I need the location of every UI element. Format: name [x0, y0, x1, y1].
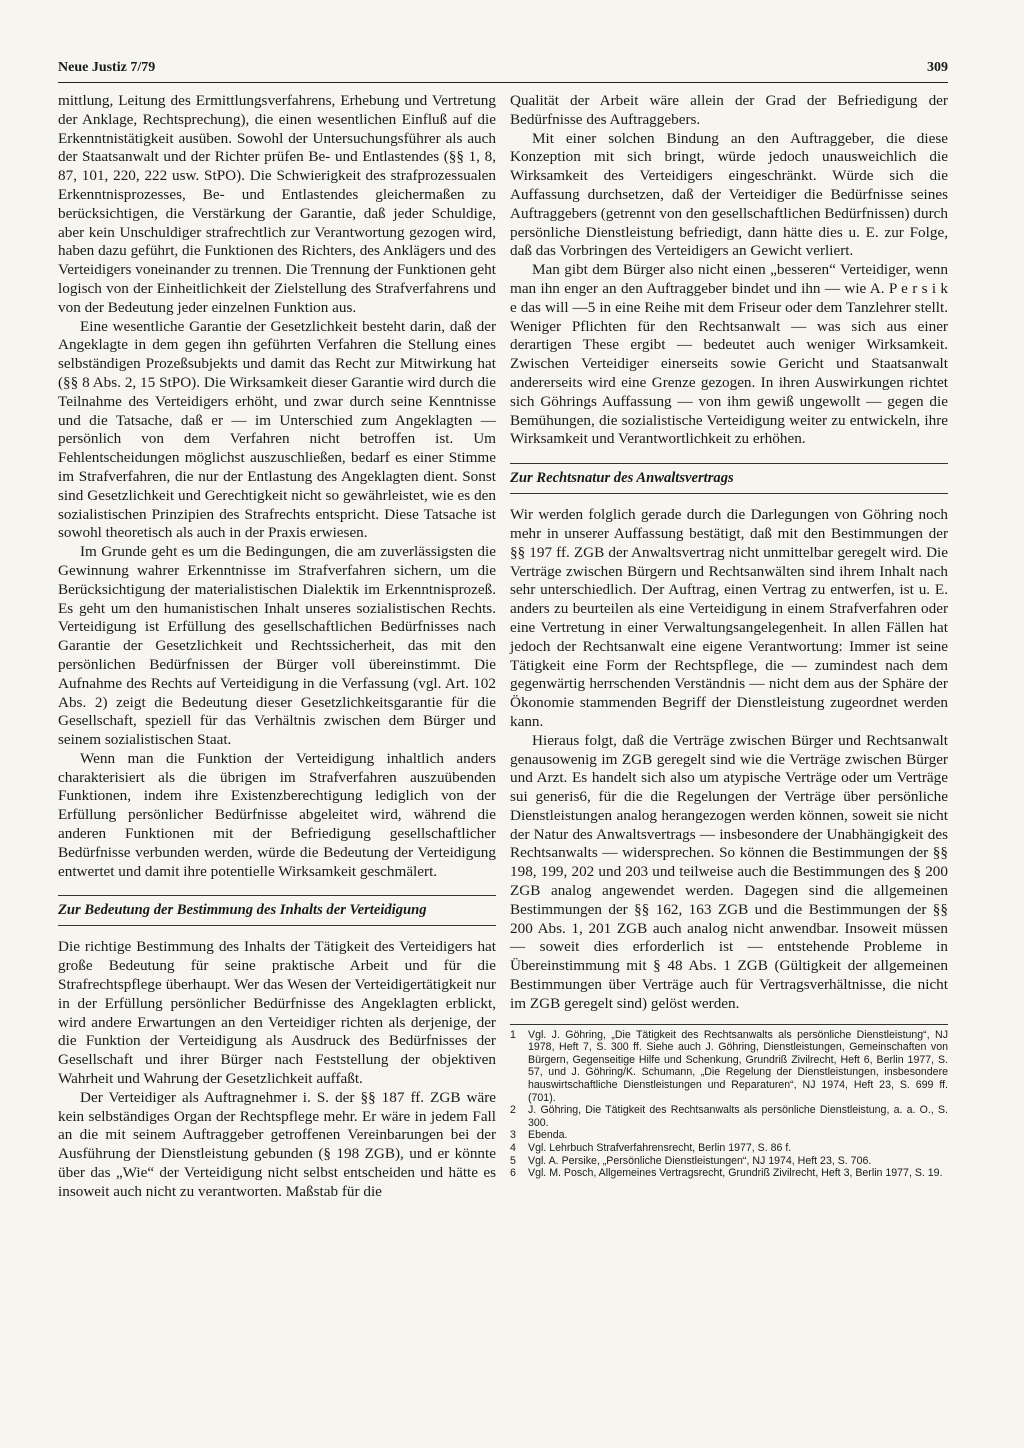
footnote-number: 5	[510, 1154, 516, 1167]
paragraph: Man gibt dem Bürger also nicht einen „besseren“ Verteidiger, wenn man ihn enger an den Auftraggeber bindet und ihn — wie A. P e r s i k e das will —5 in eine Reihe mit dem Friseur oder dem Tanzlehrer stellt. Weniger Pflichten für den Rechtsanwalt — was sich aus einer derartigen These ergibt — bedeutet auch weniger Wirksamkeit. Zwischen Verteidiger einerseits sowie Gericht und Staatsanwalt andererseits wird eine Grenze gezogen. In ihren Auswirkungen richtet sich Göhrings Auffassung — von ihm gewiß ungewollt — gegen die Bemühungen, die sozialistische Verteidigung weiter zu entwickeln, ihre Wirksamkeit und Verantwortlichkeit zu erhöhen.	[510, 261, 948, 448]
paragraph: Qualität der Arbeit wäre allein der Grad der Befriedigung der Bedürfnisse des Auftraggebers.	[510, 92, 948, 128]
section-heading: Zur Rechtsnatur des Anwaltsvertrags	[510, 463, 948, 494]
paragraph: Eine wesentliche Garantie der Gesetzlichkeit besteht darin, daß der Angeklagte in dem gegen ihn geführten Verfahren die Stellung eines selbständigen Prozeßsubjekts und damit das Recht zur Mitwirkung hat (§§ 8 Abs. 2, 15 StPO). Die Wirksamkeit dieser Garantie wird durch die Teilnahme des Verteidigers erhöht, und zwar durch seine Kenntnisse und die Tatsache, daß er — im Unterschied zum Angeklagten — persönlich von dem Verfahren nicht betroffen ist. Um Fehlentscheidungen möglichst auszuschließen, bedarf es einer Stimme im Strafverfahren, die nur der Entlastung des Angeklagten dient. Sonst sind Gesetzlichkeit und Gerechtigkeit nicht so gewährleistet, wie es den sozialistischen Prinzipien des Strafrechts entspricht. Diese Tatsache ist sowohl theoretisch als auch in der Praxis erwiesen.	[58, 317, 496, 542]
right-column	[510, 92, 948, 1180]
paragraph: Wenn man die Funktion der Verteidigung inhaltlich anders charakterisiert als die übrigen im Strafverfahren auszuübenden Funktionen, indem ihre Existenzberechtigung lediglich von der Erfüllung persönlicher Bedürfnisse abgeleitet wird, während die anderen Funktionen mit der Befriedigung gesellschaftlicher Bedürfnisse verbunden werden, würde die Bedeutung der Verteidigung entwertet und damit ihre potentielle Wirksamkeit geschmälert.	[58, 749, 496, 880]
footnote-text: J. Göhring, Die Tätigkeit des Rechtsanwalts als persönliche Dienstleistung, a. a. O., S. 300.	[528, 1104, 948, 1129]
page-number: 309	[927, 60, 948, 75]
paragraph: mittlung, Leitung des Ermittlungsverfahrens, Erhebung und Vertretung der Anklage, Rechtsprechung), die einen wesentlichen Einfluß auf die Erkenntnistätigkeit ausüben. Sowohl der Untersuchungsführer als auch der Staatsanwalt und der Richter prüfen Be- und Entlastendes (§§ 1, 8, 87, 101, 220, 222 usw. StPO). Die Schwierigkeit des strafprozessualen Erkenntnisprozesses, Be- und Entlastendes gleichermaßen zu berücksichtigen, die Verstärkung der Garantie, daß jeder Schuldige, aber kein Unschuldiger strafrechtlich zur Verantwortung gezogen wird, haben dazu geführt, die Funktionen des Richters, des Anklägers und des Verteidigers voneinander zu trennen. Die Trennung der Funktionen geht logisch von der Einheitlichkeit der Zielstellung des Strafverfahrens und von der Bedeutung jeder einzelnen Funktion aus.	[58, 92, 496, 316]
footnote-text: Ebenda.	[528, 1129, 568, 1142]
paragraph: Im Grunde geht es um die Bedingungen, die am zuverlässigsten die Gewinnung wahrer Erkenntnisse im Strafverfahren sichern, um die Berücksichtigung der materialistischen Dialektik im Erkenntnisprozeß. Es geht um den humanistischen Inhalt unseres sozialistischen Rechts. Verteidigung ist Erfüllung des gesellschaftlichen Bedürfnisses nach Garantie der Gesetzlichkeit und Rechtssicherheit, das mit den persönlichen Bedürfnissen der Bürger voll übereinstimmt. Die Aufnahme des Rechts auf Verteidigung in die Verfassung (vgl. Art. 102 Abs. 2) zeigt die Bedeutung dieser Gesetzlichkeitsgarantie für die Gesellschaft, speziell für das Verhältnis zwischen dem Bürger und seinem sozialistischen Staat.	[58, 543, 496, 749]
footnote-number: 1	[510, 1028, 516, 1041]
footnote	[510, 1155, 948, 1168]
left-column	[58, 92, 496, 1202]
footnotes	[510, 1024, 948, 1180]
journal-title: Neue Justiz 7/79	[58, 60, 156, 75]
paragraph: Der Verteidiger als Auftragnehmer i. S. der §§ 187 ff. ZGB wäre kein selbständiges Organ der Rechtspflege mehr. Er wäre in jedem Fall an die mit seinem Auftraggeber getroffenen Vereinbarungen bei der Ausführung der Dienstleistung gebunden (§ 198 ZGB), und er könnte über das „Wie“ der Verteidigung nicht selbst entscheiden und hätte es insoweit auch nicht zu verantworten. Maßstab für die	[58, 1088, 496, 1200]
footnote	[510, 1142, 948, 1155]
footnote-number: 6	[510, 1167, 516, 1180]
page-header	[58, 60, 948, 83]
footnote-number: 2	[510, 1104, 516, 1117]
footnote	[510, 1129, 948, 1142]
paragraph: Die richtige Bestimmung des Inhalts der Tätigkeit des Verteidigers hat große Bedeutung für seine praktische Arbeit und für die Strafrechtspflege überhaupt. Wer das Wesen der Verteidigertätigkeit nur in der Erfüllung persönlicher Bedürfnisse des Angeklagten erblickt, wird andere Erwartungen an den Verteidiger richten als derjenige, der die Funktion der Verteidigung als Ausdruck des Bedürfnisses der Gesellschaft und ihrer Bürger nach Feststellung der objektiven Wahrheit und Wahrung der Gesetzlichkeit auffaßt.	[58, 938, 496, 1088]
paragraph: Wir werden folglich gerade durch die Darlegungen von Göhring noch mehr in unserer Auffassung bestätigt, daß mit den Bestimmungen der §§ 197 ff. ZGB der Anwaltsvertrag nicht unmittelbar geregelt wird. Die Verträge zwischen Bürgern und Rechtsanwälten sind ihrem Inhalt nach sehr unterschiedlich. Der Auftrag, einen Vertrag zu entwerfen, ist u. E. anders zu beurteilen als eine Verteidigung in einem Strafverfahren oder eine Vertretung in einer Verwaltungsangelegenheit. In allen Fällen hat jedoch der Rechtsanwalt eine eigene Verantwortung: Immer ist seine Tätigkeit eine Form der Rechtspflege, die — zumindest nach dem gegenwärtig herrschenden Verständnis — nicht dem aus der Sphäre der Ökonomie stammenden Begriff der Dienstleistung zugeordnet werden kann.	[510, 506, 948, 730]
section-heading: Zur Bedeutung der Bestimmung des Inhalts der Verteidigung	[58, 895, 496, 926]
footnote-text: Vgl. Lehrbuch Strafverfahrensrecht, Berlin 1977, S. 86 f.	[528, 1142, 792, 1154]
paragraph: Hieraus folgt, daß die Verträge zwischen Bürger und Rechtsanwalt genausowenig im ZGB geregelt sind wie die Verträge zwischen Bürger und Arzt. Es handelt sich also um atypische Verträge oder um Verträge sui generis6, für die die Regelungen der Verträge über persönliche Dienstleistungen analog herangezogen werden können, soweit sie nicht der Natur des Anwaltsvertrags — insbesondere der Unabhängigkeit des Rechtsanwalts — widersprechen. So können die Bestimmungen der §§ 198, 199, 202 und 203 und teilweise auch die Bestimmungen des § 200 ZGB analog angewendet werden. Dagegen sind die allgemeinen Bestimmungen der §§ 162, 163 ZGB und die Bestimmungen der §§ 200 Abs. 1, 201 ZGB auch analog nicht anwendbar. Insoweit müssen — soweit dies erforderlich ist — entstehende Probleme in Übereinstimmung mit § 48 Abs. 1 ZGB (Gültigkeit der allgemeinen Bestimmungen über Verträge auch für Vertragsverhältnisse, die nicht im ZGB geregelt sind) gelöst werden.	[510, 731, 948, 1012]
paragraph: Mit einer solchen Bindung an den Auftraggeber, die diese Konzeption mit sich bringt, würde jedoch unausweichlich die Wirksamkeit des Verteidigers eingeschränkt. Würde sich die Auffassung durchsetzen, daß der Verteidiger die Bedürfnisse seines Auftraggebers (getrennt von den gesellschaftlichen Bedürfnissen) durch persönliche Dienstleistung befriedigt, dann hätte dies u. E. zur Folge, daß das Vorbringen des Verteidigers an Gewicht verliert.	[510, 129, 948, 260]
footnote-text: Vgl. J. Göhring, „Die Tätigkeit des Rechtsanwalts als persönliche Dienstleistung“, NJ 1978, Heft 7, S. 300 ff. Siehe auch J. Göhring, Dienstleistungen, Gemeinschaften von Bürgern, Gegenseitige Hilfe und Schenkung, Grundriß Zivilrecht, Heft 6, Berlin 1977, S. 57, und J. Göhring/K. Schumann, „Die Regelung der Dienstleistungen, insbesondere hauswirtschaftliche Dienstleistungen und Reparaturen“, NJ 1974, Heft 23, S. 699 ff. (701).	[528, 1028, 948, 1104]
footnote-number: 3	[510, 1129, 516, 1142]
footnote	[510, 1029, 948, 1105]
footnote	[510, 1104, 948, 1129]
footnote-number: 4	[510, 1142, 516, 1154]
footnote	[510, 1167, 948, 1180]
footnote-text: Vgl. M. Posch, Allgemeines Vertragsrecht, Grundriß Zivilrecht, Heft 3, Berlin 1977, S. 19.	[528, 1167, 943, 1180]
footnote-text: Vgl. A. Persike, „Persönliche Dienstleistungen“, NJ 1974, Heft 23, S. 706.	[528, 1154, 872, 1167]
